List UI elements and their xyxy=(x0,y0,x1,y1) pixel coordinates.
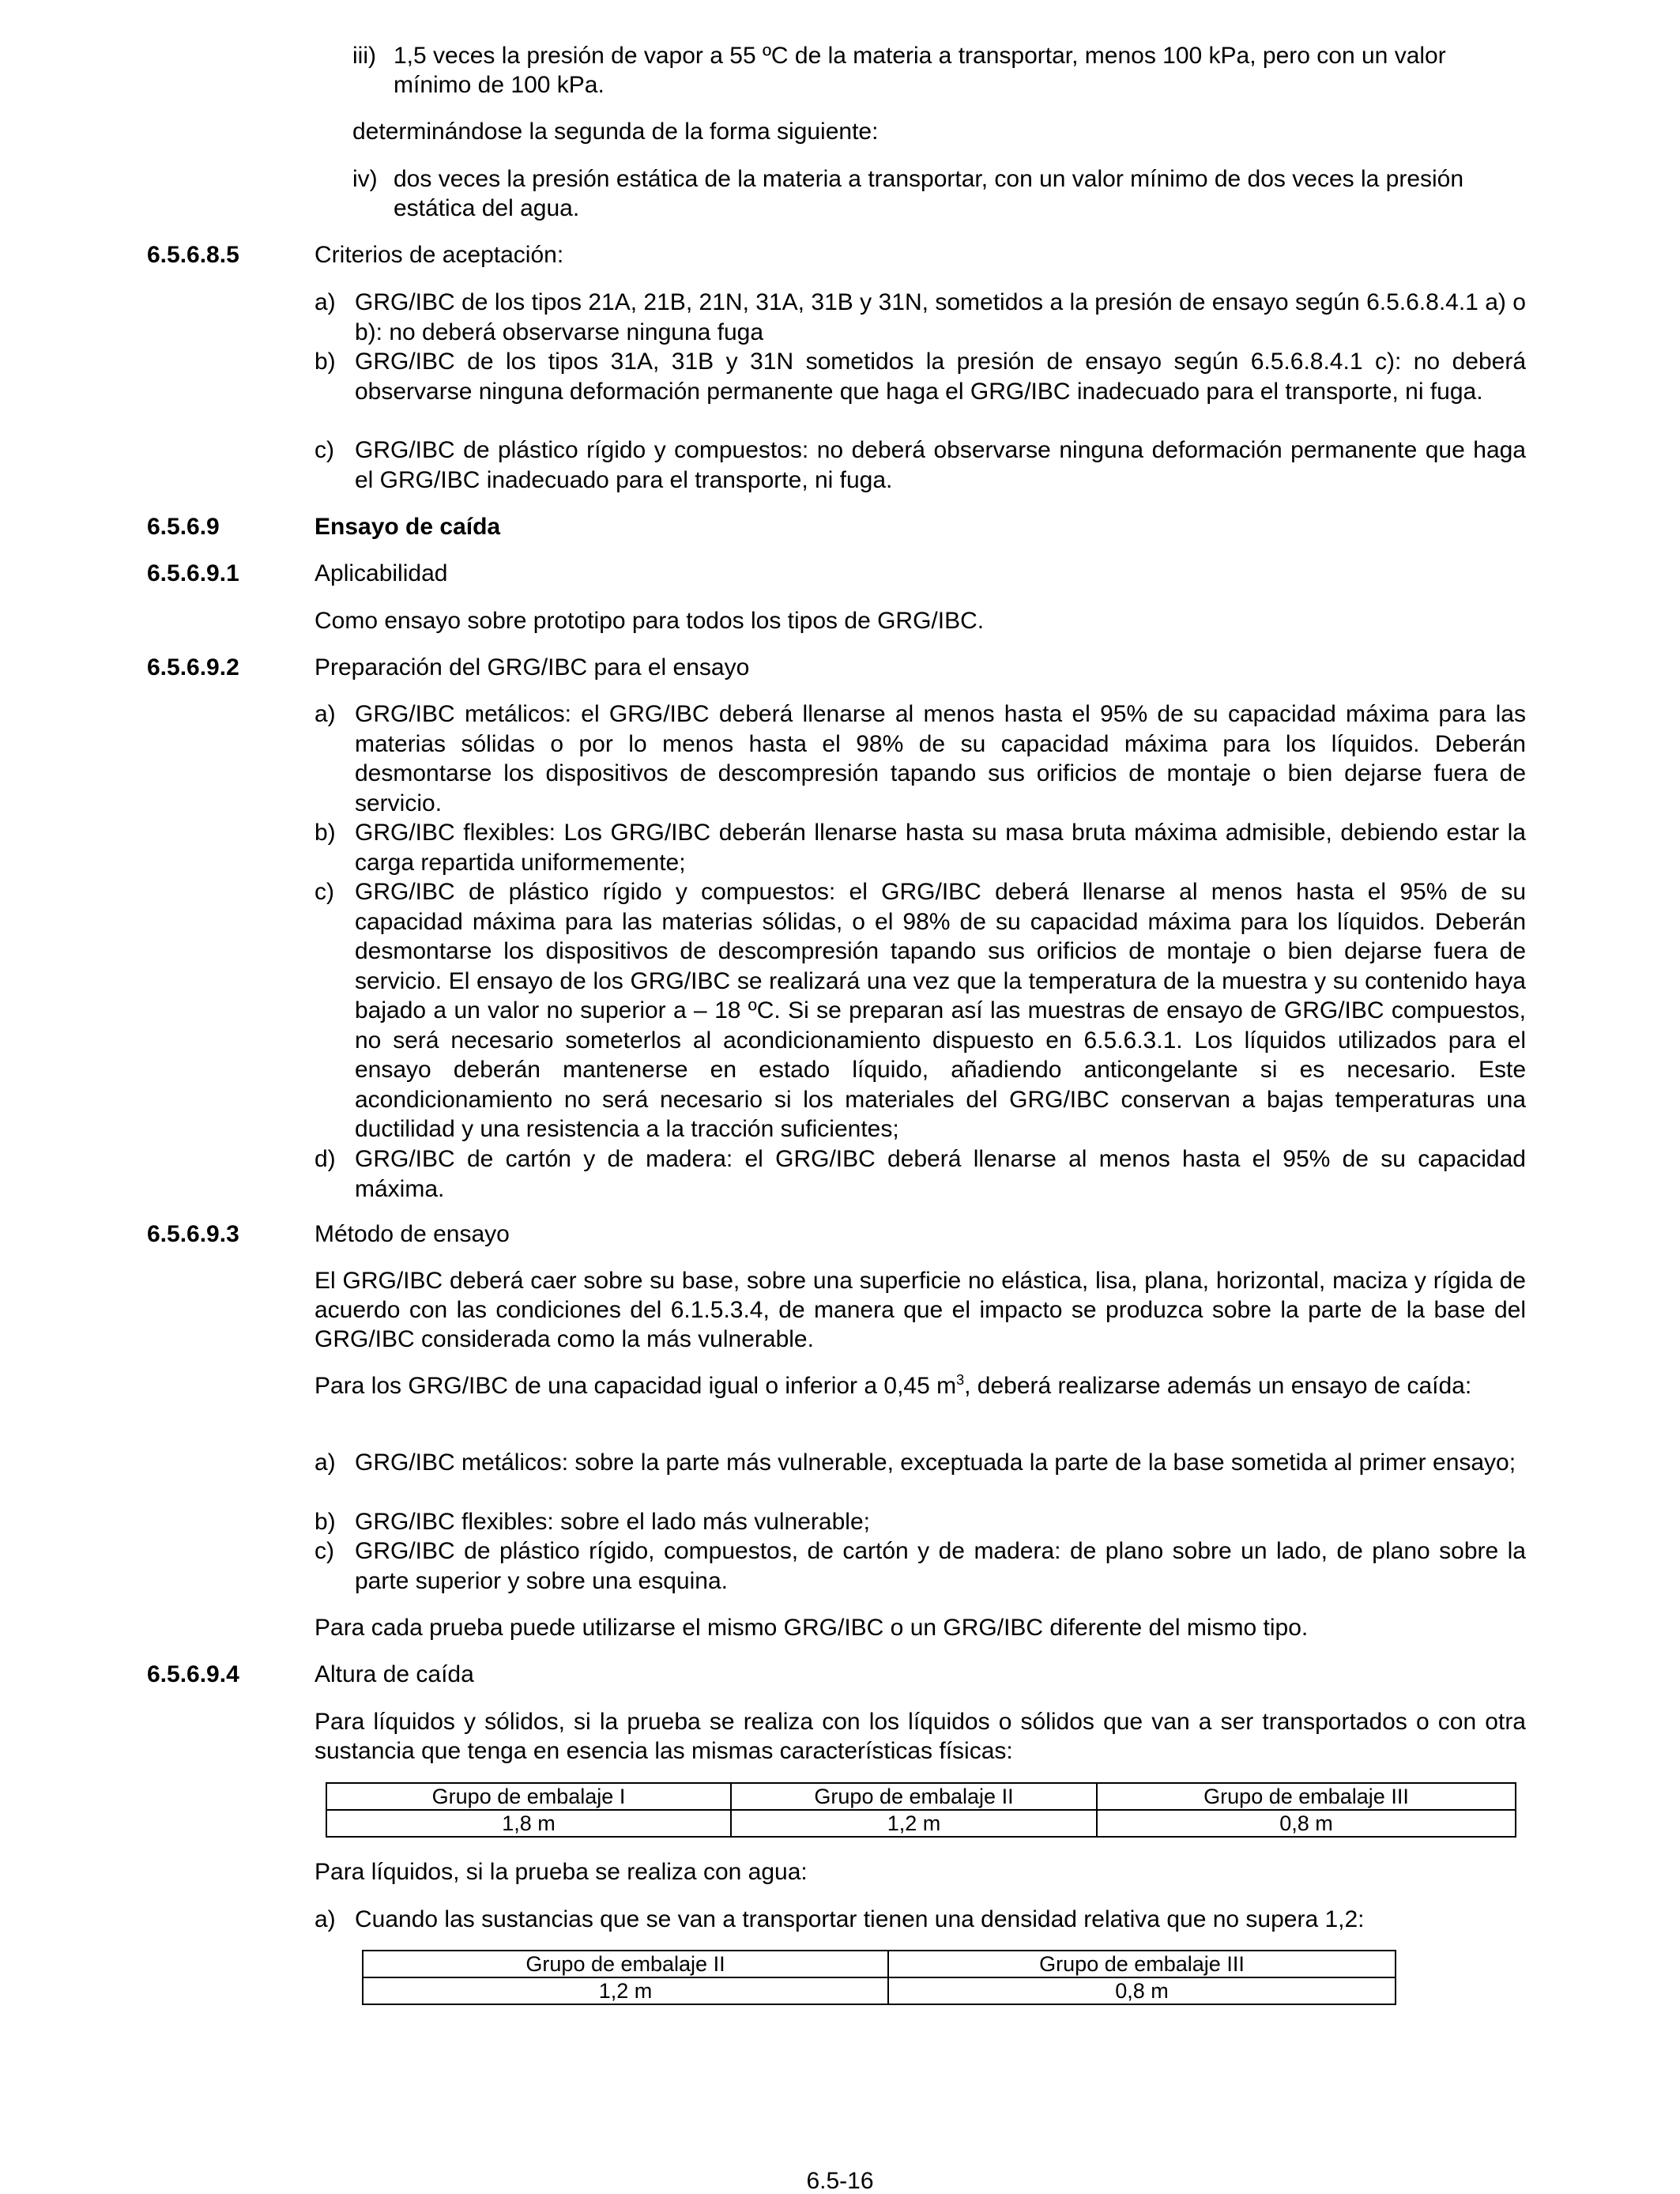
item-text: GRG/IBC flexibles: sobre el lado más vulnerable; xyxy=(355,1509,870,1535)
paragraph: Para cada prueba puede utilizarse el mismo GRG/IBC o un GRG/IBC diferente del mismo tipo. xyxy=(315,1615,1309,1641)
drop-height-table xyxy=(326,1782,1516,1838)
section-number: 6.5.6.9 xyxy=(147,514,220,540)
item-text: GRG/IBC metálicos: sobre la parte más vulnerable, exceptuada la parte de la base sometida al primer ensayo; xyxy=(355,1449,1516,1476)
section-number: 6.5.6.8.5 xyxy=(147,242,239,268)
item-text: GRG/IBC de cartón y de madera: el GRG/IBC deberá llenarse al menos hasta el 95% de su capacidad máxima. xyxy=(355,1146,1526,1202)
superscript: 3 xyxy=(956,1372,965,1388)
table-cell: 0,8 m xyxy=(1097,1810,1516,1837)
table-row xyxy=(363,1977,1396,2004)
paragraph: Como ensayo sobre prototipo para todos los tipos de GRG/IBC. xyxy=(315,608,985,634)
item-label: b) xyxy=(315,349,336,375)
table-row xyxy=(326,1810,1516,1837)
table-header-row xyxy=(326,1783,1516,1810)
table-header-row xyxy=(363,1951,1396,1977)
intro-text: determinándose la segunda de la forma siguiente: xyxy=(352,119,879,145)
list-item-iii xyxy=(352,41,1527,100)
table-cell: 1,2 m xyxy=(363,1977,888,2004)
item-text: GRG/IBC de los tipos 21A, 21B, 21N, 31A, 31B y 31N, sometidos a la presión de ensayo según 6.5.6.8.4.1 a) o b): no deberá observarse ninguna fuga xyxy=(355,289,1526,345)
item-label: a) xyxy=(315,1906,336,1932)
paragraph xyxy=(315,1371,1526,1400)
item-label: c) xyxy=(315,437,334,463)
section-heading: Método de ensayo xyxy=(315,1221,510,1247)
item-text: GRG/IBC flexibles: Los GRG/IBC deberán llenarse hasta su masa bruta máxima admisible, debiendo estar la carga repartida uniformemente; xyxy=(355,820,1526,876)
item-label: iii) xyxy=(352,43,376,69)
item-label: a) xyxy=(315,289,336,315)
section-heading: Altura de caída xyxy=(315,1661,474,1687)
section-number: 6.5.6.9.3 xyxy=(147,1221,239,1247)
item-label: a) xyxy=(315,701,336,727)
section-number: 6.5.6.9.4 xyxy=(147,1661,239,1687)
section-heading: Aplicabilidad xyxy=(315,560,448,586)
paragraph: Para líquidos, si la prueba se realiza con agua: xyxy=(315,1859,808,1885)
page-number: 6.5-16 xyxy=(806,2168,874,2194)
item-label: c) xyxy=(315,879,334,905)
table-header-cell: Grupo de embalaje II xyxy=(363,1951,888,1977)
paragraph: Para líquidos y sólidos, si la prueba se realiza con los líquidos o sólidos que van a ser transportados o con otra sustancia que tenga en esencia las mismas características físicas: xyxy=(315,1709,1526,1764)
table-cell: 1,8 m xyxy=(326,1810,731,1837)
item-text: Cuando las sustancias que se van a transportar tienen una densidad relativa que no supera 1,2: xyxy=(355,1906,1365,1932)
item-label: iv) xyxy=(352,166,378,192)
paragraph: El GRG/IBC deberá caer sobre su base, sobre una superficie no elástica, lisa, plana, horizontal, maciza y rígida de acuerdo con las condiciones del 6.1.5.3.4, de manera que el impacto se produzca sobre la parte de la base del GRG/IBC considerada como la más vulnerable. xyxy=(315,1268,1526,1352)
section-heading: Preparación del GRG/IBC para el ensayo xyxy=(315,654,750,680)
section-heading: Ensayo de caída xyxy=(315,514,501,540)
list-item-iv xyxy=(352,164,1527,223)
table-header-cell: Grupo de embalaje II xyxy=(731,1783,1097,1810)
item-label: b) xyxy=(315,1509,336,1535)
item-label: b) xyxy=(315,820,336,846)
item-text: 1,5 veces la presión de vapor a 55 ºC de la materia a transportar, menos 100 kPa, pero con un valor mínimo de 100 kPa. xyxy=(394,43,1446,98)
paragraph-text: Para los GRG/IBC de una capacidad igual o inferior a 0,45 m xyxy=(315,1373,957,1399)
item-text: GRG/IBC de plástico rígido y compuestos: no deberá observarse ninguna deformación permanente que haga el GRG/IBC inadecuado para el transporte, ni fuga. xyxy=(355,437,1526,493)
table-header-cell: Grupo de embalaje III xyxy=(1097,1783,1516,1810)
table-cell: 0,8 m xyxy=(888,1977,1396,2004)
section-heading: Criterios de aceptación: xyxy=(315,242,564,268)
table-cell: 1,2 m xyxy=(731,1810,1097,1837)
item-text: GRG/IBC de los tipos 31A, 31B y 31N sometidos la presión de ensayo según 6.5.6.8.4.1 c): no deberá observarse ninguna deformación permanente que haga el GRG/IBC inadecuado para el transporte, ni fuga. xyxy=(355,349,1526,405)
item-label: a) xyxy=(315,1449,336,1476)
item-label: d) xyxy=(315,1146,336,1172)
section-number: 6.5.6.9.1 xyxy=(147,560,239,586)
paragraph-text: , deberá realizarse además un ensayo de caída: xyxy=(964,1373,1472,1399)
table-header-cell: Grupo de embalaje I xyxy=(326,1783,731,1810)
item-text: GRG/IBC de plástico rígido, compuestos, de cartón y de madera: de plano sobre un lado, de plano sobre la parte superior y sobre una esquina. xyxy=(355,1538,1526,1594)
section-number: 6.5.6.9.2 xyxy=(147,654,239,680)
water-drop-height-table xyxy=(362,1950,1396,2005)
item-label: c) xyxy=(315,1538,334,1564)
item-text: dos veces la presión estática de la materia a transportar, con un valor mínimo de dos veces la presión estática del agua. xyxy=(394,166,1464,221)
table-header-cell: Grupo de embalaje III xyxy=(888,1951,1396,1977)
item-text: GRG/IBC metálicos: el GRG/IBC deberá llenarse al menos hasta el 95% de su capacidad máxima para las materias sólidas o por lo menos hasta el 98% de su capacidad máxima para los líquidos. Deberán desmontarse los dispositivos de descompresión tapando sus orificios de montaje o bien dejarse fuera de servicio. xyxy=(355,701,1526,816)
item-text: GRG/IBC de plástico rígido y compuestos: el GRG/IBC deberá llenarse al menos hasta el 95% de su capacidad máxima para las materias sólidas, o el 98% de su capacidad máxima para los líquidos. Deberán desmontarse los dispositivos de descompresión tapando sus orificios de montaje o bien dejarse fuera de servicio. El ensayo de los GRG/IBC se realizará una vez que la temperatura de la muestra y su contenido haya bajado a un valor no superior a – 18 ºC. Si se preparan así las muestras de ensayo de GRG/IBC compuestos, no será necesario someterlos al acondicionamiento dispuesto en 6.5.6.3.1. Los líquidos utilizados para el ensayo deberán mantenerse en estado líquido, añadiendo anticongelante si es necesario. Este acondicionamiento no será necesario si los materiales del GRG/IBC conservan a bajas temperaturas una ductilidad y una resistencia a la tracción suficientes; xyxy=(355,879,1526,1142)
